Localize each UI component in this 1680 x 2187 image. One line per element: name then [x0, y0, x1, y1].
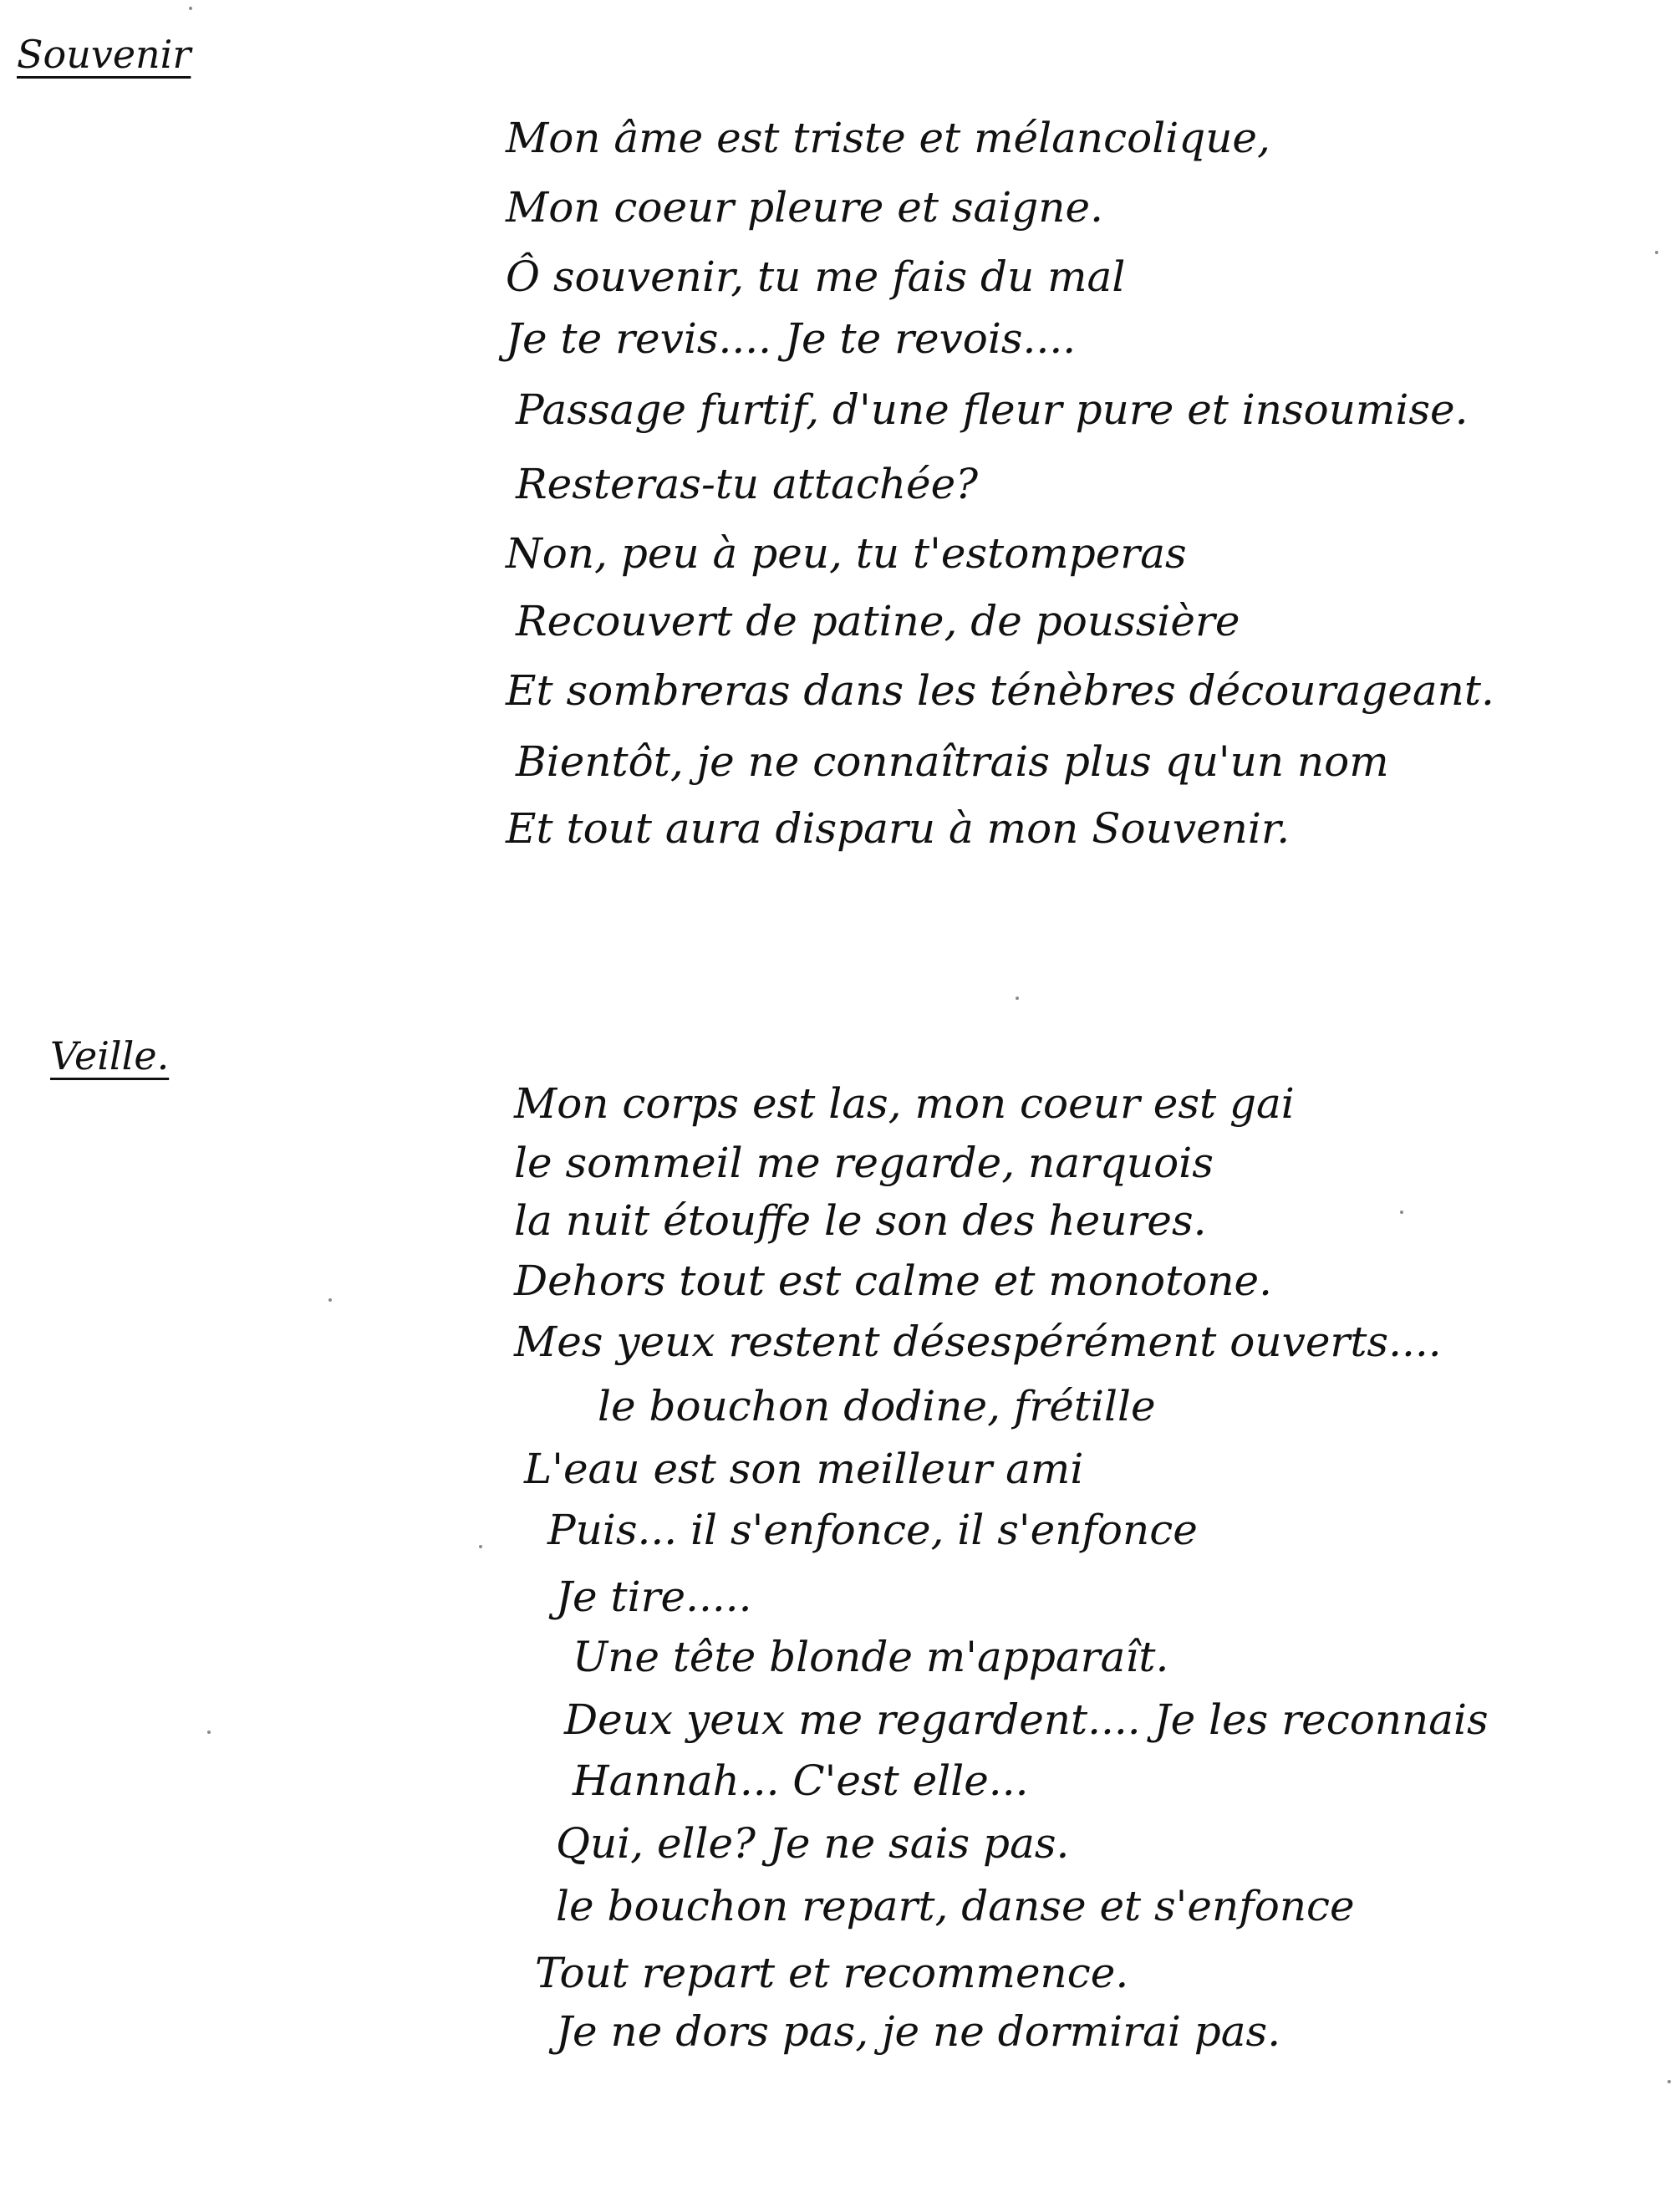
poem-line: Mon corps est las, mon coeur est gai	[514, 1079, 1295, 1128]
paper-speck	[207, 1731, 211, 1734]
poem-line: Je te revis.... Je te revois....	[506, 314, 1077, 363]
poem-line: Tout repart et recommence.	[535, 1949, 1129, 1997]
poem-line: la nuit étouffe le son des heures.	[514, 1196, 1207, 1245]
poem-line: Deux yeux me regardent.... Je les reconnais	[564, 1695, 1489, 1744]
poem-line: le sommeil me regarde, narquois	[514, 1139, 1214, 1187]
paper-speck	[479, 1545, 482, 1548]
poem-title-text: Veille.	[50, 1033, 170, 1078]
poem-title-text: Souvenir	[17, 32, 191, 77]
poem-line: Et sombreras dans les ténèbres décourageant.	[506, 666, 1494, 715]
poem-line: Mon âme est triste et mélancolique,	[506, 114, 1270, 162]
poem-line: Recouvert de patine, de poussière	[516, 597, 1240, 645]
paper-speck	[1400, 1211, 1403, 1214]
poem-line: Mon coeur pleure et saigne.	[506, 183, 1103, 232]
paper-speck	[1016, 997, 1019, 1000]
poem-title	[17, 32, 191, 77]
poem-line: Mes yeux restent désespérément ouverts....	[514, 1318, 1442, 1366]
poem-line: Je tire.....	[556, 1573, 752, 1621]
poem-line: Hannah... C'est elle...	[573, 1756, 1029, 1805]
paper-speck	[1655, 251, 1658, 254]
poem-line: Je ne dors pas, je ne dormirai pas.	[556, 2007, 1281, 2056]
poem-line: le bouchon dodine, frétille	[598, 1382, 1156, 1430]
poem-line: Qui, elle? Je ne sais pas.	[556, 1819, 1070, 1868]
poem-line: le bouchon repart, danse et s'enfonce	[556, 1882, 1355, 1930]
poem-line: Bientôt, je ne connaîtrais plus qu'un nom	[516, 737, 1389, 786]
paper-speck	[1667, 2080, 1671, 2083]
paper-speck	[328, 1298, 332, 1302]
paper-speck	[189, 7, 192, 10]
poem-line: L'eau est son meilleur ami	[524, 1445, 1084, 1493]
poem-line: Et tout aura disparu à mon Souvenir.	[506, 804, 1291, 853]
poem-line: Une tête blonde m'apparaît.	[573, 1633, 1169, 1681]
poem-line: Dehors tout est calme et monotone.	[514, 1257, 1273, 1305]
poem-line: Puis... il s'enfonce, il s'enfonce	[547, 1506, 1198, 1554]
poem-line: Passage furtif, d'une fleur pure et insoumise.	[516, 385, 1469, 434]
poem-line: Resteras-tu attachée?	[516, 460, 979, 508]
poem-line: Ô souvenir, tu me fais du mal	[506, 252, 1126, 301]
poem-title	[50, 1033, 170, 1078]
poem-line: Non, peu à peu, tu t'estomperas	[506, 529, 1187, 578]
